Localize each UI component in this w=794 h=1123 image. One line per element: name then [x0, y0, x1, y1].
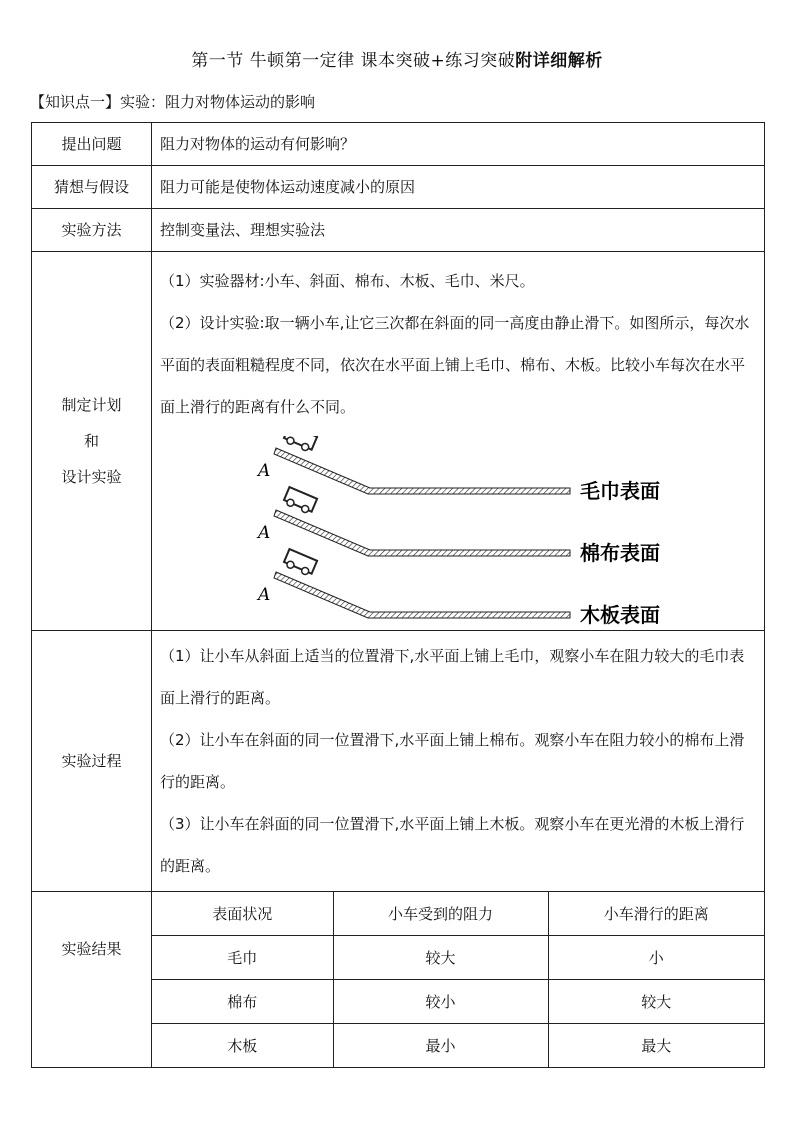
text-hypothesis: 阻力可能是使物体运动速度减小的原因 [152, 166, 765, 209]
row-process [32, 631, 765, 892]
cart-icon [283, 436, 317, 453]
process-step-3: （3）让小车在斜面的同一位置滑下,水平面上铺上木板。观察小车在更光滑的木板上滑行的距离。 [160, 815, 745, 875]
label-result: 实验结果 [32, 892, 152, 1068]
results-header-cell: 小车滑行的距离 [548, 892, 764, 936]
results-header-cell: 表面状况 [212, 905, 273, 923]
row-plan [32, 252, 765, 631]
table-cell: 较小 [333, 980, 548, 1024]
process-step-2: （2）让小车在斜面的同一位置滑下,水平面上铺上棉布。观察小车在阻力较小的棉布上滑行的距离。 [160, 731, 745, 791]
cart-icon [283, 549, 317, 577]
label-method: 实验方法 [32, 209, 152, 252]
label-plan-line3: 设计实验 [61, 468, 122, 486]
results-table [152, 892, 764, 1067]
label-plan-line1: 制定计划 [61, 396, 122, 414]
process-step-1: （1）让小车从斜面上适当的位置滑下,水平面上铺上毛巾，观察小车在阻力较大的毛巾表面上滑行的距离。 [160, 647, 745, 707]
surface-label-towel: 毛巾表面 [580, 479, 660, 503]
process-content [152, 631, 765, 892]
table-cell: 较大 [333, 936, 548, 980]
cart-icon [283, 487, 317, 515]
results-header-cell: 小车受到的阻力 [333, 892, 548, 936]
table-cell: 木板 [152, 1024, 333, 1068]
row-hypothesis [32, 166, 765, 209]
plan-paragraph-2: （2）设计实验:取一辆小车,让它三次都在斜面的同一高度由静止滑下。如图所示，每次水平面的表面粗糙程度不同，依次在水平面上铺上毛巾、棉布、木板。比较小车每次在水平面上滑行的距离有什么不同。 [160, 314, 750, 416]
point-a-label: A [258, 585, 271, 605]
ramp-wood [274, 572, 570, 618]
table-cell: 小 [548, 936, 764, 980]
setup-towel [256, 436, 660, 503]
ramp-cotton [274, 510, 570, 556]
text-method: 控制变量法、理想实验法 [152, 209, 765, 252]
table-row [152, 980, 764, 1024]
surface-label-cotton: 棉布表面 [580, 541, 660, 565]
label-hypothesis: 猜想与假设 [32, 166, 152, 209]
label-question: 提出问题 [32, 123, 152, 166]
table-cell: 较大 [548, 980, 764, 1024]
table-cell: 最大 [548, 1024, 764, 1068]
title-emphasis: 附详细解析 [515, 51, 603, 71]
point-a-label: A [258, 461, 271, 481]
document-title [0, 46, 794, 71]
row-question [32, 123, 765, 166]
plan-paragraph-1: （1）实验器材:小车、斜面、棉布、木板、毛巾、米尺。 [160, 272, 535, 290]
section-heading: 【知识点一】实验：阻力对物体运动的影响 [30, 93, 316, 111]
experiment-table [31, 122, 765, 1068]
title-main: 第一节 牛顿第一定律 课本突破+练习突破 [191, 51, 516, 71]
row-result [32, 892, 765, 1068]
table-cell: 最小 [333, 1024, 548, 1068]
incline-experiment-diagram [250, 436, 690, 626]
ramp-towel [274, 448, 570, 494]
table-cell: 毛巾 [152, 936, 333, 980]
point-a-label: A [258, 523, 271, 543]
plan-content [152, 252, 765, 631]
table-cell: 棉布 [152, 980, 333, 1024]
label-plan-line2: 和 [83, 432, 99, 450]
label-process: 实验过程 [32, 631, 152, 892]
table-row [152, 1024, 764, 1068]
text-question: 阻力对物体的运动有何影响？ [152, 123, 765, 166]
results-header-row [152, 892, 764, 936]
label-plan [32, 252, 152, 631]
table-row [152, 936, 764, 980]
result-content [152, 892, 765, 1068]
surface-label-wood: 木板表面 [580, 603, 660, 626]
row-method [32, 209, 765, 252]
